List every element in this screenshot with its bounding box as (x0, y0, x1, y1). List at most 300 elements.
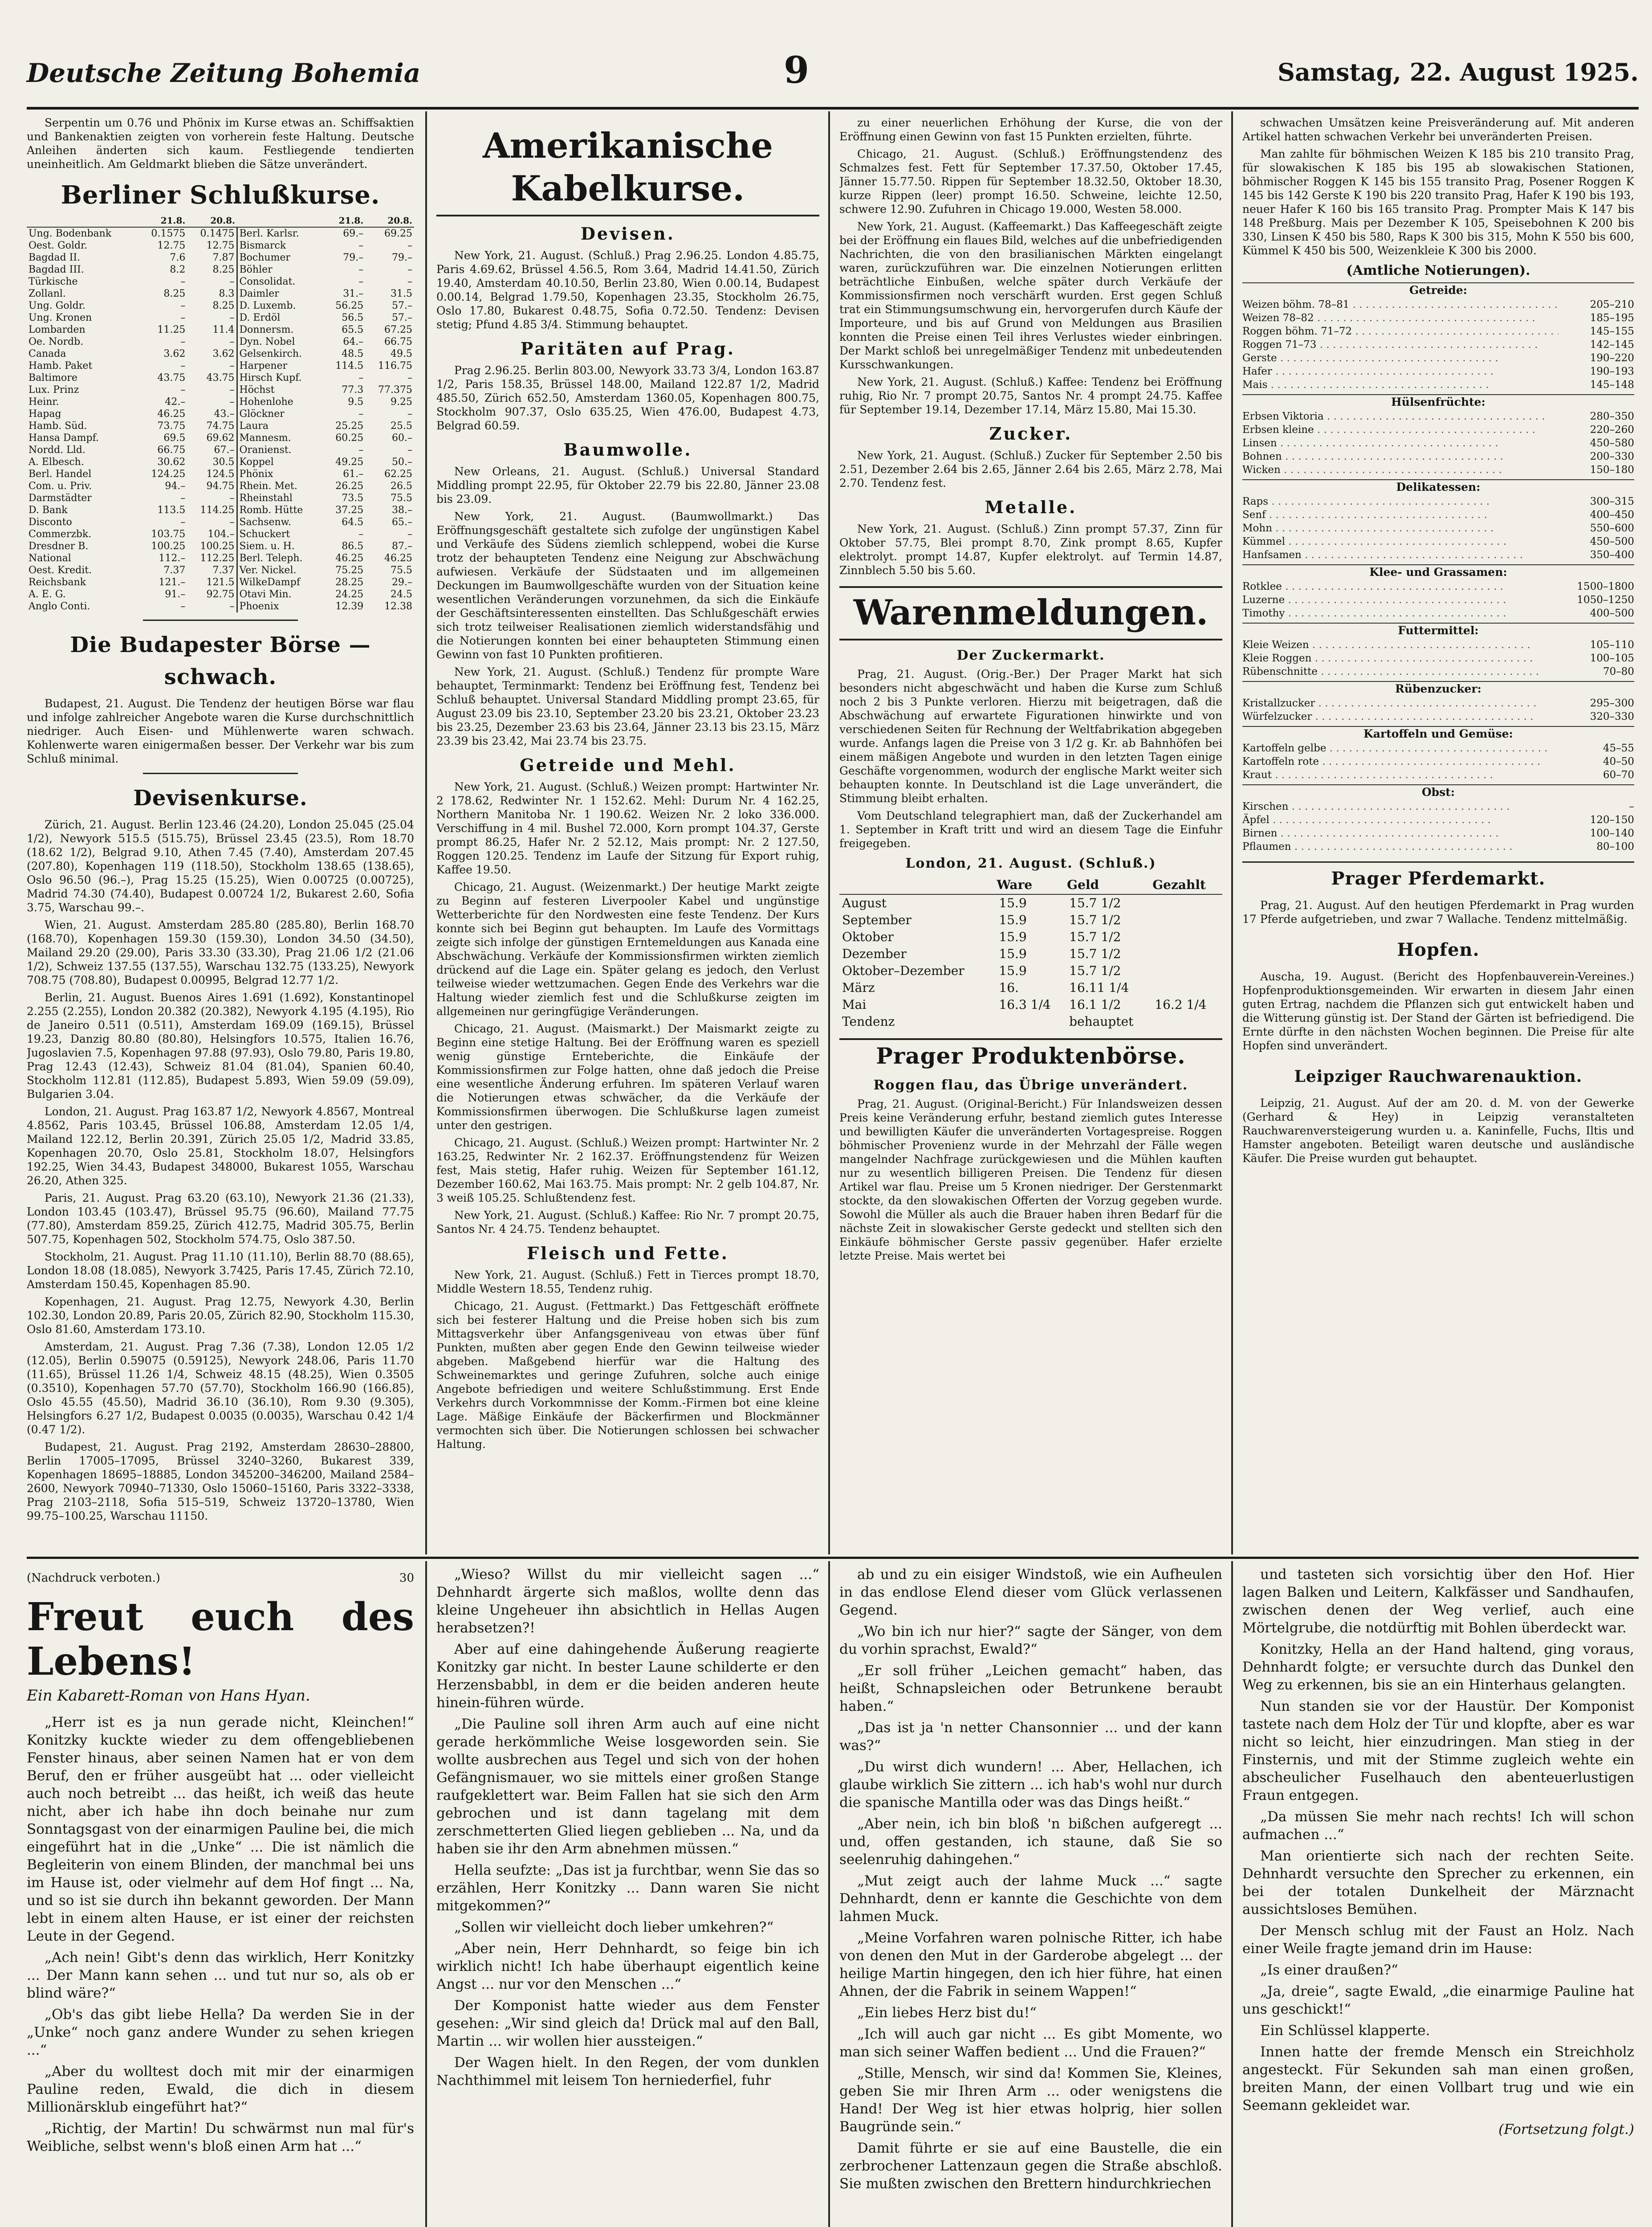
table-cell (1152, 979, 1222, 996)
commodity-price: 145–148 (1590, 379, 1634, 391)
issue-date: Samstag, 22. August 1925. (1278, 58, 1639, 86)
notierung-row (1242, 638, 1634, 652)
table-cell: Reichsbank (28, 577, 86, 588)
notierungen-list (1242, 282, 1634, 853)
table-cell: 8.3 (219, 288, 235, 299)
devisen-report: Wien, 21. August. Amsterdam 285.80 (285.80), Berlin 168.70 (168.70), Kopenhagen 159.30 (159.30), London 34.50 (34.50), Mailand 29.20 (29.00), Paris 33.30 (33.30), Prag 21.06 1/2 (21.06 1/2), Schweiz 137.55 (137.55), Warschau 132.75 (133.25), Newyork 708.75 (708.80), Budapest 0.00995, Belgrad 12.77 1/2. (27, 918, 414, 987)
table-cell: 15.7 1/2 (1069, 930, 1121, 944)
table-row (27, 240, 414, 252)
devisen-report: Berlin, 21. August. Buenos Aires 1.691 (1.692), Konstantinopel 2.255 (2.255), London 20.382 (20.382), Newyork 4.195 (4.195), Rio de Janeiro 0.511 (0.511), Amsterdam 169.09 (169.15), Brüssel 19.23, Danzig 80.80 (80.80), Helsingfors 10.575, Italien 16.76, Jugoslavien 7.5, Kopenhagen 97.88 (97.93), Oslo 79.80, Paris 19.80, Prag 12.43 (12.43), Schweiz 81.04 (81.04), Spanien 60.40, Stockholm 112.81 (112.85), Budapest 5.893, Wien 59.09 (59.09), Bulgarien 3.04. (27, 991, 414, 1101)
table-cell: – (358, 372, 364, 383)
commodity-price: 40–50 (1603, 756, 1634, 767)
column-kabelkurse (436, 116, 819, 1552)
table-cell: Sachsenw. (237, 516, 325, 528)
table-cell: D. Bank (28, 505, 68, 516)
commodity-price: 142–145 (1590, 339, 1634, 351)
table-cell: – (407, 408, 412, 420)
table-cell: 43.75 (206, 372, 235, 383)
notierung-row (1242, 463, 1634, 477)
notierung-row (1242, 840, 1634, 853)
table-cell (1152, 894, 1222, 912)
commodity-name: Mohn . . . (1242, 522, 1558, 535)
london-line: London, 21. August. (Schluß.) (905, 856, 1156, 871)
table-cell: 28.25 (335, 577, 364, 588)
table-cell: 94.– (165, 481, 186, 492)
commodity-price: 60–70 (1603, 769, 1634, 781)
commodity-name: Senf . . . (1242, 508, 1558, 522)
col3-top-list (839, 116, 1222, 416)
table-cell: 69.5 (163, 432, 186, 444)
table-cell: 16.11 1/4 (1069, 980, 1129, 995)
table-cell: Höchst (237, 384, 325, 396)
table-row (27, 480, 414, 492)
market-report: Chicago, 21. August. (Schluß.) Eröffnungstendenz des Schmalzes fest. Fett für September 17.37.50, Oktober 17.45, Jänner 15.77.50. Rippen für September 18.32.50, Oktober 18.30, kurze Rippen (leer) prompt 16.50. Schweine, leichte 12.50, schwere 12.90. Zufuhren in Chicago 19.000, Westen 58.000. (839, 147, 1222, 216)
table-cell (1152, 1013, 1222, 1030)
table-cell: 69.62 (206, 432, 235, 444)
table-cell: 75.5 (391, 565, 412, 576)
table-cell: 67.25 (384, 324, 412, 335)
table-cell: Darmstädter (28, 493, 92, 504)
sugar-header-cell: Gezahlt (1152, 876, 1222, 894)
produkten-text: Prag, 21. August. (Original-Bericht.) Für Inlandsweizen dessen Preis keine Veränderung erfuhr, bestand ziemlich gutes Interesse und bewilligten Käufer die unveränderten Vortagespreise. Roggen böhmischer Provenienz wurde in der Mehrzahl der Fälle wegen mangelnder Nachfrage zurückgewiesen und die Mühlen kauften nur zu wesentlich billigeren Preisen. Die Tendenz für diesen Artikel war flau. Preise um 5 Kronen niedriger. Der Gerstenmarkt stockte, da den slowakischen Offerten der Vorzug gegeben wurde. Sowohl die Müller als auch die Brauer haben ihren Bedarf für die nächste Zeit in slowakischer Gerste gedeckt und stellten sich den Einkäufe böhmischer Gerste passiv gegenüber. Hafer erzielte letzte Preise. Mais wertet bei (839, 1097, 1222, 1262)
notierung-group-title: Klee- und Grassamen: (1242, 564, 1634, 579)
divider (143, 620, 298, 621)
notierung-row (1242, 827, 1634, 840)
commodity-price: 300–315 (1590, 496, 1634, 507)
table-row (27, 504, 414, 516)
table-cell: 116.75 (378, 360, 412, 371)
table-cell: 8.25 (212, 264, 235, 275)
devisen-report: Paris, 21. August. Prag 63.20 (63.10), Newyork 21.36 (21.33), London 103.45 (103.47), Brüssel 95.75 (96.60), Mailand 77.75 (77.80), Amsterdam 859.25, Zürich 412.75, Madrid 305.75, Berlin 507.75, Kopenhagen 502, Stockholm 574.75, Oslo 387.50. (27, 1191, 414, 1246)
table-cell: 124.25 (151, 469, 186, 480)
novel-paragraph: Hella seufzte: „Das ist ja furchtbar, wenn Sie das so erzählen, Herr Konitzky ... Dann waren Sie nicht mitgekommen?“ (436, 1862, 819, 1914)
sugar-table (839, 876, 1222, 1030)
commodity-name: Timothy . . . (1242, 607, 1558, 620)
table-cell: – (229, 336, 235, 347)
novel-paragraph: „Ich will auch gar nicht ... Es gibt Momente, wo man sich seiner Waffen bedient ... Und die Frauen?“ (839, 2026, 1222, 2060)
commodity-price: 400–450 (1590, 509, 1634, 521)
zucker-text: New York, 21. August. (Schluß.) Zucker für September 2.50 bis 2.51, Dezember 2.64 bis 2.65, Jänner 2.64 bis 2.65, März 2.78, Mai 2.70. Tendenz fest. (839, 449, 1222, 489)
commodity-name: Kraut . . . (1242, 768, 1558, 782)
continuation-note: (Fortsetzung folgt.) (1498, 2121, 1634, 2137)
commodity-price: 100–140 (1590, 828, 1634, 839)
table-cell: 7.37 (212, 565, 235, 576)
commodity-name: Äpfel . . . (1242, 813, 1558, 827)
novel-paragraph: „Ach nein! Gibt's denn das wirklich, Herr Konitzky ... Der Mann kann sehen ... und tut nur so, als ob er blind wäre?“ (27, 1950, 414, 2001)
table-cell: 7.6 (170, 252, 186, 263)
table-cell: Mai (842, 997, 867, 1012)
novel-text-1 (27, 1713, 414, 2155)
novel-paragraph: „Stille, Mensch, wir sind da! Kommen Sie, Kleines, geben Sie mir Ihren Arm ... oder wenigstens die Hand! Der Weg ist hier etwas holprig, hier sollen Baugründe sein.“ (839, 2065, 1222, 2135)
commodity-name: Rotklee . . . (1242, 580, 1558, 593)
table-row (27, 564, 414, 576)
table-cell: 121.– (159, 577, 186, 588)
berlin-header-cell (237, 215, 325, 227)
table-cell: – (229, 384, 235, 396)
table-cell: – (180, 300, 186, 311)
table-row (27, 324, 414, 336)
novel-paragraph: Der Mensch schlug mit der Faust an Holz. Nach einer Weile fragte jemand drin im Hause: (1242, 1923, 1634, 1957)
table-row (27, 227, 414, 240)
commodity-name: Kartoffeln gelbe . . . (1242, 742, 1558, 755)
table-row (27, 396, 414, 408)
table-row (27, 528, 414, 540)
table-cell: 26.5 (391, 481, 412, 492)
fleisch-list (436, 1268, 819, 1451)
commodity-price: 190–193 (1590, 366, 1634, 377)
commodity-name: Mais . . . (1242, 378, 1558, 392)
getreide-subtitle: Getreide und Mehl. (520, 755, 736, 775)
masthead (27, 45, 1639, 110)
table-row (27, 264, 414, 276)
table-cell: 42.– (165, 396, 186, 408)
table-cell: Lux. Prinz (28, 384, 79, 396)
notierung-row (1242, 607, 1634, 620)
commodity-price: 220–260 (1590, 424, 1634, 436)
commodity-price: 200–330 (1590, 451, 1634, 462)
table-cell: – (180, 312, 186, 323)
table-cell: 100.25 (151, 541, 186, 552)
table-row (27, 336, 414, 348)
notierung-row (1242, 755, 1634, 768)
reprint-notice: (Nachdruck verboten.) (27, 1571, 160, 1585)
table-row (27, 252, 414, 264)
table-cell: 3.62 (212, 348, 235, 359)
commodity-name: Birnen . . . (1242, 827, 1558, 840)
novel-column-2 (436, 1566, 819, 2227)
table-cell: 46.25 (335, 553, 364, 564)
table-cell: 29.– (392, 577, 412, 588)
devisen-report: London, 21. August. Prag 163.87 1/2, Newyork 4.8567, Montreal 4.8562, Paris 103.45, Brüssel 106.88, Amsterdam 12.05 1/4, Mailand 122.12, Berlin 20.391, Zürich 25.05 1/2, Madrid 33.85, Kopenhagen 20.70, Oslo 25.81, Stockholm 18.07, Helsingfors 192.25, Wien 34.43, Budapest 348000, Bukarest 1055, Warschau 26.20, Athen 325. (27, 1105, 414, 1187)
paritaeten-text: Prag 2.96.25. Berlin 803.00, Newyork 33.73 3/4, London 163.87 1/2, Paris 158.35, Brüssel 148.00, Mailand 122.87 1/2, Madrid 485.50, Zürich 652.50, Amsterdam 1360.05, Kopenhagen 800.75, Stockholm 907.37, Oslo 635.25, Wien 476.00, Budapest 4.73, Belgrad 60.59. (436, 364, 819, 432)
notierung-row (1242, 652, 1634, 665)
commodity-price: 70–80 (1603, 666, 1634, 677)
novel-text-4 (1242, 1566, 1634, 2114)
commodity-name: Weizen 78–82 . . . (1242, 311, 1558, 325)
table-row (27, 444, 414, 456)
novel-paragraph: „Wo bin ich nur hier?“ sagte der Sänger, von dem du vorhin sprachst, Ewald?“ (839, 1623, 1222, 1657)
table-cell: National (28, 553, 71, 564)
budapest-title: Die Budapester Börse — schwach. (70, 632, 371, 689)
table-cell: 62.25 (384, 469, 412, 480)
baumwolle-report: New York, 21. August. (Schluß.) Tendenz für prompte Ware behauptet, Terminmarkt: Tendenz bei Eröffnung fest, Tendenz bei Schluß behauptet. Universal Standard Middling prompt 23.65, für August 23.09 bis 23.10, September 23.20 bis 23.21, Oktober 23.23 bis 23.25, Dezember 23.63 bis 23.64, Jänner 23.13 bis 23.15, März 23.39 bis 23.42, Mai 23.74 bis 23.75. (436, 665, 819, 747)
notierung-row (1242, 436, 1634, 450)
notierung-row (1242, 495, 1634, 508)
table-cell: Koppel (237, 456, 325, 468)
table-cell: 12.75 (206, 240, 235, 251)
table-cell: – (407, 240, 412, 251)
table-cell: 92.75 (206, 589, 235, 600)
table-cell: September (842, 913, 911, 927)
notierung-row (1242, 410, 1634, 423)
table-cell: 64.– (343, 336, 364, 347)
table-cell: – (407, 264, 412, 275)
market-report: New York, 21. August. (Schluß.) Kaffee: Tendenz bei Eröffnung ruhig, Rio Nr. 7 prompt 20.75, Santos Nr. 4 prompt 24.75. Kaffee für September 19.14, Dezember 17.14, März 15.80, Mai 15.30. (839, 375, 1222, 416)
notierung-row (1242, 508, 1634, 522)
notierung-row (1242, 768, 1634, 782)
installment-number: 30 (399, 1571, 414, 1585)
table-cell: August (842, 896, 887, 910)
table-cell: 8.2 (170, 264, 186, 275)
column-rule (425, 111, 427, 1554)
table-cell: 112.25 (200, 553, 235, 564)
table-cell: 100.25 (200, 541, 235, 552)
kabelkurse-title: Amerikanische Kabelkurse. (436, 125, 819, 216)
table-cell: – (358, 445, 364, 456)
table-cell: 73.5 (342, 493, 364, 504)
table-cell: Laura (237, 420, 325, 432)
hopfen-title: Hopfen. (1397, 939, 1480, 960)
table-cell: 67.– (214, 445, 235, 456)
commodity-name: Würfelzucker . . . (1242, 710, 1558, 723)
market-report: zu einer neuerlichen Erhöhung der Kurse, die von der Eröffnung einen Gewinn von fast 15 Punkten erzielten, führte. (839, 116, 1222, 143)
column-notierungen (1242, 116, 1634, 1552)
notierung-row (1242, 522, 1634, 535)
table-cell: A. E. G. (28, 589, 66, 600)
novel-paragraph: „Ob's das gibt liebe Hella? Da werden Sie in der „Unke“ noch ganz andere Wunder zu sehen kriegen ...“ (27, 2007, 414, 2058)
getreide-report: Chicago, 21. August. (Maismarkt.) Der Maismarkt zeigte zu Beginn eine stetige Haltung. Bei der Eröffnung waren es speziell wenig günstige Ernteberichte, die Einkäufe der Kommissionsfirmen zur Folge hatten, ohne daß jedoch die Preise eine wesentliche Änderung erfuhren. Im späteren Verlauf waren die Notierungen etwas schwächer, da die Verkäufe der Kommissionsfirmen überwogen. Die Schlußkurse lagen zumeist unter den gestrigen. (436, 1022, 819, 1132)
table-cell: 87.– (392, 541, 412, 552)
table-cell: 57.– (392, 312, 412, 323)
table-row (27, 420, 414, 432)
notierung-group-title: Delikatessen: (1242, 479, 1634, 494)
notierung-row (1242, 593, 1634, 607)
table-cell: 77.3 (342, 384, 364, 396)
table-cell: 30.62 (157, 457, 186, 468)
produkten-subtitle: Roggen flau, das Übrige unverändert. (873, 1077, 1188, 1093)
table-cell: 114.5 (335, 360, 364, 371)
devisen-report: Kopenhagen, 21. August. Prag 12.75, Newyork 4.30, Berlin 102.30, London 20.89, Paris 20.05, Zürich 82.90, Stockholm 115.30, Oslo 81.60, Amsterdam 173.10. (27, 1295, 414, 1336)
metalle-text: New York, 21. August. (Schluß.) Zinn prompt 57.37, Zinn für Oktober 57.75, Blei prompt 8.70, Zink prompt 8.65, Kupfer elektrolyt. prompt 14.87, Kupfer elektrolyt. auf Termin 14.87, Zinnblech 5.50 bis 5.60. (839, 522, 1222, 577)
table-cell: 11.25 (157, 324, 186, 335)
table-cell (1152, 963, 1222, 979)
notierung-row (1242, 311, 1634, 325)
novel-column-1 (27, 1566, 414, 2227)
table-cell: – (358, 408, 364, 420)
divider (143, 773, 298, 774)
table-cell: – (180, 336, 186, 347)
table-cell: 9.5 (348, 396, 364, 408)
commodity-price: 120–150 (1590, 814, 1634, 826)
table-cell: – (358, 276, 364, 287)
table-cell: – (229, 493, 235, 504)
table-cell: 103.75 (151, 529, 186, 540)
commodity-price: 1050–1250 (1577, 594, 1634, 606)
table-cell: Schuckert (237, 528, 325, 540)
commodity-name: Erbsen kleine . . . (1242, 423, 1558, 436)
table-cell: 66.75 (384, 336, 412, 347)
table-cell: – (407, 445, 412, 456)
metalle-subtitle: Metalle. (985, 497, 1077, 517)
table-cell: 24.25 (335, 589, 364, 600)
table-row (27, 600, 414, 612)
novel-paragraph: „Ja, dreie“, sagte Ewald, „die einarmige Pauline hat uns geschickt!“ (1242, 1983, 1634, 2017)
commodity-name: Luzerne . . . (1242, 593, 1558, 607)
commodity-price: 550–600 (1590, 522, 1634, 534)
notierung-group-title: Getreide: (1242, 282, 1634, 297)
table-cell: 0.1475 (200, 228, 235, 239)
table-cell: 8.25 (212, 300, 235, 311)
table-cell: Dyn. Nobel (237, 336, 325, 348)
commodity-price: 150–180 (1590, 464, 1634, 476)
novel-column-3 (839, 1566, 1222, 2227)
table-cell: 15.9 (999, 896, 1027, 910)
table-cell: 0.1575 (151, 228, 186, 239)
table-cell: Otavi Min. (237, 588, 325, 600)
commodity-name: Wicken . . . (1242, 463, 1558, 477)
column-rule (828, 1561, 830, 2227)
table-cell (996, 1013, 1066, 1030)
table-cell: 30.5 (212, 457, 235, 468)
table-cell: Anglo Conti. (28, 601, 90, 612)
novel-paragraph: „Du wirst dich wundern! ... Aber, Hellachen, ich glaube wirklich Sie zittern ... ich hab's wohl nur durch die spanische Mantilla oder was das Dings heißt.“ (839, 1759, 1222, 1811)
novel-paragraph: „Aber nein, Herr Dehnhardt, so feige bin ich wirklich nicht! Ich habe überhaupt eigentlich keine Angst ... nur vor den Menschen ...“ (436, 1941, 819, 1992)
table-cell: 15.7 1/2 (1069, 963, 1121, 978)
table-row (839, 946, 1222, 963)
table-row (839, 979, 1222, 996)
table-cell: Baltimore (28, 372, 77, 383)
table-cell: Rhein. Met. (237, 480, 325, 492)
table-cell: Harpener (237, 360, 325, 372)
table-cell: 56.25 (335, 300, 364, 311)
table-cell: Hamb. Paket (28, 360, 93, 371)
baumwolle-list (436, 465, 819, 748)
table-cell: 31.5 (391, 288, 412, 299)
table-cell: 7.37 (163, 565, 186, 576)
notierung-row (1242, 665, 1634, 678)
leipzig-text: Leipzig, 21. August. Auf der am 20. d. M. von der Gewerke (Gerhard & Hey) in Leipzig veranstalteten Rauchwarenversteigerung wurden u. a. Kaninfelle, Fuchs, Iltis und Hamster angeboten. Beteiligt waren deutsche und ausländische Käufer. Die Preise wurden gut behauptet. (1242, 1097, 1634, 1165)
novel-paragraph: „Die Pauline soll ihren Arm auch auf eine nicht gerade herkömmliche Weise losgeworden sein. Sie wollte ausbrechen aus Tegel und sich von der hohen Gefängnismauer, wo sie mittels einer großen Stange raufgeklettert war. Beim Fallen hat sie sich den Arm gebrochen und ist dann tagelang mit dem zerschmetterten Glied liegen geblieben ... Na, und da haben sie ihr den Arm abnehmen müssen.“ (436, 1716, 819, 1857)
getreide-list (436, 780, 819, 1236)
table-cell: März (842, 980, 875, 995)
notierung-row (1242, 423, 1634, 436)
table-cell: – (229, 276, 235, 287)
table-cell: 7.87 (212, 252, 235, 263)
table-cell: Dresdner B. (28, 541, 89, 552)
novel-paragraph: Der Komponist hatte wieder aus dem Fenster gesehen: „Wir sind gleich da! Drück mal auf den Ball, Martin ... wir wollen hier aussteigen.“ (436, 1998, 819, 2049)
table-cell: Heinr. (28, 396, 59, 408)
table-cell: 75.25 (335, 565, 364, 576)
sugar-header-cell (839, 876, 996, 894)
notierung-group-title: Futtermittel: (1242, 623, 1634, 637)
commodity-price: 400–500 (1590, 608, 1634, 619)
notierung-row (1242, 325, 1634, 338)
table-cell: Bagdad III. (28, 264, 84, 275)
commodity-price: 185–195 (1590, 312, 1634, 324)
table-cell: 56.5 (342, 312, 364, 323)
sugar-header-cell: Geld (1066, 876, 1152, 894)
notierung-row (1242, 535, 1634, 548)
novel-paragraph: „Er soll früher „Leichen gemacht“ haben, das heißt, Schnapsleichen oder Betrunkene beraubt haben.“ (839, 1663, 1222, 1714)
table-cell: 65.5 (342, 324, 364, 335)
table-cell: Türkische (28, 276, 78, 287)
table-cell: Dezember (842, 946, 907, 961)
table-row (839, 894, 1222, 912)
table-row (27, 576, 414, 588)
table-cell: 60.– (392, 432, 412, 444)
notierung-row (1242, 800, 1634, 813)
table-cell: Ver. Nickel. (237, 564, 325, 576)
novel-paragraph: „Sollen wir vielleicht doch lieber umkehren?“ (454, 1919, 774, 1935)
table-cell (1152, 912, 1222, 929)
table-cell: Mannesm. (237, 432, 325, 444)
commodity-name: Roggen böhm. 71–72 . . . (1242, 325, 1558, 338)
notierung-group-title: Rübenzucker: (1242, 681, 1634, 696)
commodity-name: Kleie Weizen . . . (1242, 638, 1558, 652)
table-row (27, 348, 414, 360)
berlin-header-cell (27, 215, 138, 227)
table-cell: 112.– (159, 553, 186, 564)
table-cell: Canada (28, 348, 66, 359)
table-cell: Berl. Karlsr. (237, 227, 325, 240)
table-cell: – (180, 517, 186, 528)
novel-paragraph: Innen hatte der fremde Mensch ein Streichholz angesteckt. Für Sekunden sah man einen großen, breiten Mann, der einen Vollbart trug und wie ein Seemann gekleidet war. (1242, 2044, 1634, 2113)
table-cell: 8.25 (163, 288, 186, 299)
berlin-table (27, 215, 414, 612)
commodity-price: 100–105 (1590, 653, 1634, 664)
table-cell: 24.5 (391, 589, 412, 600)
table-cell: 49.25 (335, 457, 364, 468)
table-cell: Daimler (237, 288, 325, 300)
novel-paragraph: „Mut zeigt auch der lahme Muck ...“ sagte Dehnhardt, denn er kannte die Geschichte von dem lahmen Muck. (839, 1873, 1222, 1925)
column-berlin-budapest-devisen (27, 116, 414, 1552)
berlin-header-cell: 21.8. (138, 215, 187, 227)
table-row (27, 360, 414, 372)
table-cell: Com. u. Priv. (28, 481, 92, 492)
table-cell: 121.5 (206, 577, 235, 588)
table-row (27, 540, 414, 552)
commodity-name: Weizen böhm. 78–81 . . . (1242, 298, 1558, 311)
table-cell: 15.9 (999, 913, 1027, 927)
table-cell: 25.5 (391, 420, 412, 432)
table-row (27, 588, 414, 600)
paritaeten-subtitle: Paritäten auf Prag. (520, 339, 736, 359)
table-cell: – (180, 384, 186, 396)
novel-text-3 (839, 1566, 1222, 2193)
table-cell: Nordd. Lld. (28, 445, 85, 456)
novel-paragraph: und tasteten sich vorsichtig über den Hof. Hier lagen Balken und Leitern, Kalkfässer und Sandhaufen, zwischen denen der Weg verlief, auch eine Mörtelgrube, die notdürftig mit Bohlen überdeckt war. (1242, 1566, 1634, 1636)
hopfen-text: Auscha, 19. August. (Bericht des Hopfenbauverein-Vereines.) Hopfenproduktionsgemeinden. Wir erwarten in diesem Jahr einen guten Ertrag, nachdem die Pflanzen sich gut entwickelt haben und die Witterung günstig ist. Der Stand der Gärten ist befriedigend. Die Ernte dürfte in den nächsten Wochen beginnen. Die Preise für alte Hopfen sind unverändert. (1242, 970, 1634, 1052)
table-cell: 38.– (392, 505, 412, 516)
table-cell: Rheinstahl (237, 492, 325, 504)
table-row (27, 552, 414, 564)
table-row (27, 384, 414, 396)
col4-prices-text: Man zahlte für böhmischen Weizen K 185 bis 210 transito Prag, für slowakischen K 185 bis 195 ab slowakischen Stationen, böhmischer Roggen K 145 bis 155 transito Prag, Posener Roggen K 145 bis 142 Gerste K 190 bis 220 transito Prag, Hafer K 190 bis 193, neuer Hafer K 160 bis 165 transito Prag. Prompter Mais K 147 bis 148 Preßburg. Mais per Dezember K 105, Speisebohnen K 200 bis 330, Linsen K 450 bis 580, Raps K 300 bis 315, Mohn K 550 bis 600, Kümmel K 450 bis 500, Weizenkleie K 300 bis 2000. (1242, 147, 1634, 257)
novel-paragraph: Man orientierte sich nach der rechten Seite. Dehnhardt versuchte den Sprecher zu erkennen, ein bei der totalen Dunkelheit der Märznacht aussichtsloses Bemühen. (1242, 1848, 1634, 1917)
novel-paragraph: „Da müssen Sie mehr nach rechts! Ich will schon aufmachen ...“ (1242, 1809, 1634, 1843)
commodity-name: Kartoffeln rote . . . (1242, 755, 1558, 768)
pferde-text: Prag, 21. August. Auf den heutigen Pferdemarkt in Prag wurden 17 Pferde aufgetrieben, und zwar 7 Wallache. Tendenz mittelmäßig. (1242, 899, 1634, 926)
notierung-row (1242, 351, 1634, 365)
table-cell: 26.25 (335, 481, 364, 492)
notierung-row (1242, 697, 1634, 710)
table-cell: 124.5 (206, 469, 235, 480)
table-cell: 104.– (208, 529, 235, 540)
table-cell: – (407, 276, 412, 287)
notierung-row (1242, 450, 1634, 463)
fleisch-report: Chicago, 21. August. (Fettmarkt.) Das Fettgeschäft eröffnete sich bei festerer Haltung und die Preise hoben sich bis zum Mittagsverkehr über Anfangsgeniveau von etwas über fünf Punkten, mußten aber gegen Ende den Gewinn teilweise wieder abgeben. Maßgebend hierfür war die Haltung des Schweinemarktes und geringe Zufuhren, solche auch einige Angebote befriedigen und weitere Schlußstimmung. Erst Ende Verkehrs durch Vorkommnisse der Komm.-Firmen bot eine kleine Lage. Mäßige Einkäufe der Bäckerfirmen und Blockmänner vermochten sich über. Die Notierungen schlossen bei schwacher Haltung. (436, 1300, 819, 1451)
table-row (839, 912, 1222, 929)
table-cell: Hansa Dampf. (28, 432, 99, 444)
commodity-price: 205–210 (1590, 299, 1634, 310)
berlin-title: Berliner Schlußkurse. (61, 180, 380, 210)
table-cell: Oest. Kredit. (28, 565, 92, 576)
berlin-header-cell: 20.8. (187, 215, 237, 227)
commodity-price: 1500–1800 (1577, 581, 1634, 592)
zucker-paras (839, 667, 1222, 850)
commodity-name: Roggen 71–73 . . . (1242, 338, 1558, 351)
devisen-newyork: New York, 21. August. (Schluß.) Prag 2.96.25. London 4.85.75, Paris 4.69.62, Brüssel 4.56.5, Rom 3.64, Madrid 14.41.50, Zürich 19.40, Amsterdam 40.10.50, Berlin 23.80, Wien 0.00.14, Budapest 0.00.14, Belgrad 1.79.50, Kopenhagen 23.35, Stockholm 26.75, Oslo 17.80, Bukarest 0.48.75, Sofia 0.72.50. Tendenz: Devisen stetig; Pfund 4.85 3/4. Stimmung behauptet. (436, 249, 819, 331)
